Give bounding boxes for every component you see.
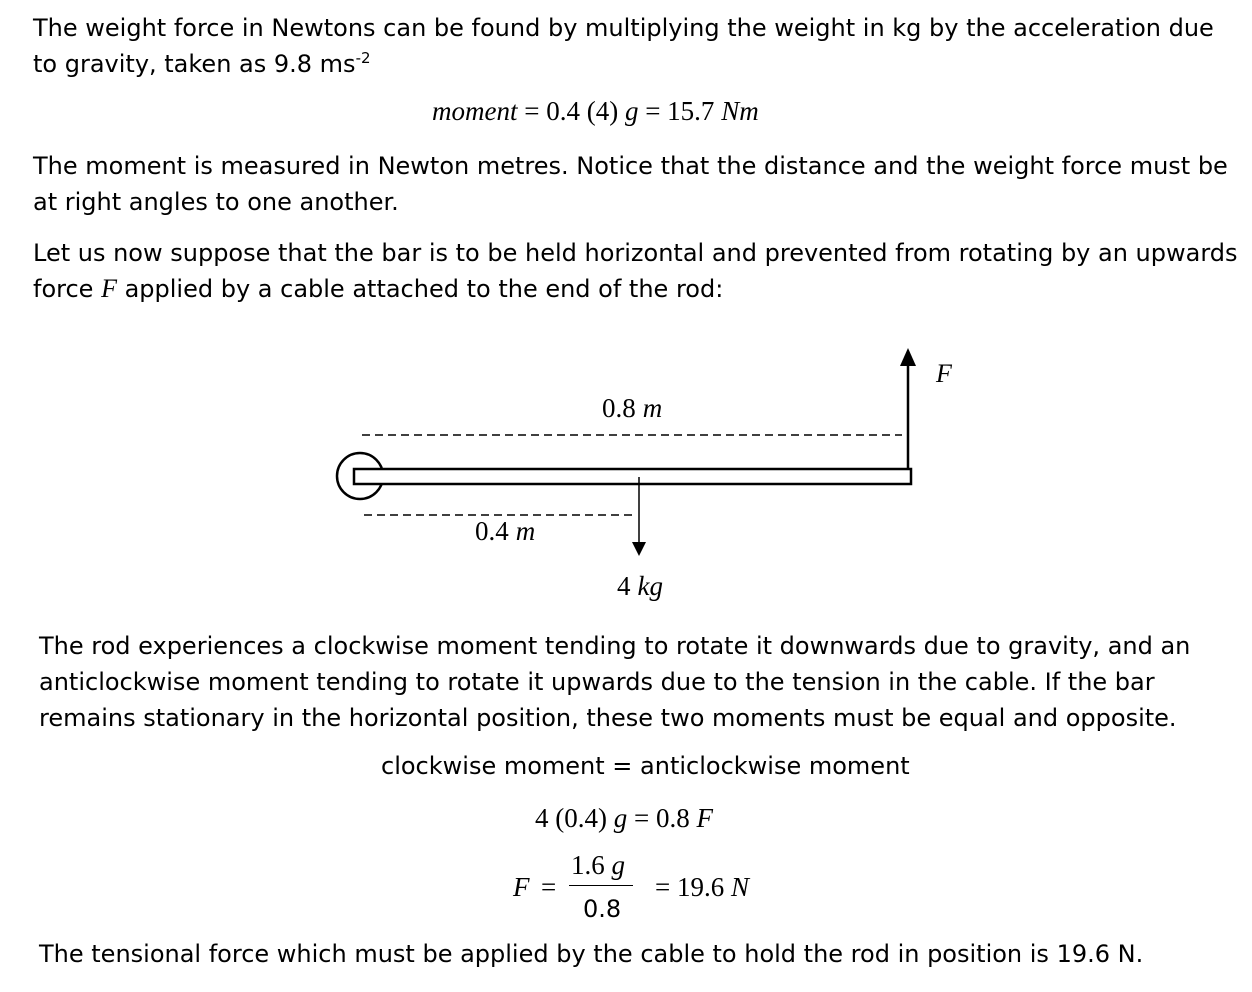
eq4-numerator: 1.6 g bbox=[571, 850, 625, 880]
rod-diagram bbox=[0, 330, 1252, 610]
weight-arrow-head bbox=[632, 542, 646, 556]
exponent: -2 bbox=[355, 49, 371, 67]
fraction-bar bbox=[569, 885, 633, 886]
eq4-equals: = bbox=[541, 872, 557, 902]
upper-distance-label: 0.8 m bbox=[602, 393, 663, 423]
paragraph-conclusion: The tensional force which must be applied by the cable to hold the rod in position is 19.6 N. bbox=[39, 940, 1144, 968]
lower-distance-label: 0.4 m bbox=[475, 516, 536, 546]
eq4-denominator: 0.8 bbox=[583, 895, 622, 923]
eq4-rhs: = 19.6 N bbox=[655, 872, 749, 902]
force-label: F bbox=[936, 359, 952, 388]
eq4-lhs: F bbox=[513, 872, 530, 902]
paragraph-weight-force: The weight force in Newtons can be found by multiplying the weight in kg by the acceleration due to gravity, taken as 9.8 $ms^{-2}$ bbox=[33, 14, 1214, 78]
force-arrow-head bbox=[900, 348, 916, 366]
equation-moment-balance: clockwise moment = anticlockwise moment bbox=[381, 752, 910, 780]
equation-substitution: 4 (0.4) g = 0.8 F bbox=[535, 803, 713, 833]
mass-label: 4 kg bbox=[617, 571, 663, 601]
paragraph-moments: The rod experiences a clockwise moment tending to rotate it downwards due to gravity, and an anticlockwise moment tending to rotate it upwards due to the tension in the cable. If the bar remains stationary in the horizontal position, these two moments must be equal and opposite. bbox=[39, 632, 1191, 732]
equation-moment: moment = 0.4 (4) g = 15.7 Nm bbox=[432, 96, 759, 126]
paragraph-upward-force: Let us now suppose that the bar is to be held horizontal and prevented from rotating by an upwards force F applied by a cable attached to the end of the rod: bbox=[33, 239, 1238, 303]
paragraph-newton-metres: The moment is measured in Newton metres. Notice that the distance and the weight force must be at right angles to one another. bbox=[33, 152, 1228, 216]
rod bbox=[354, 469, 911, 484]
